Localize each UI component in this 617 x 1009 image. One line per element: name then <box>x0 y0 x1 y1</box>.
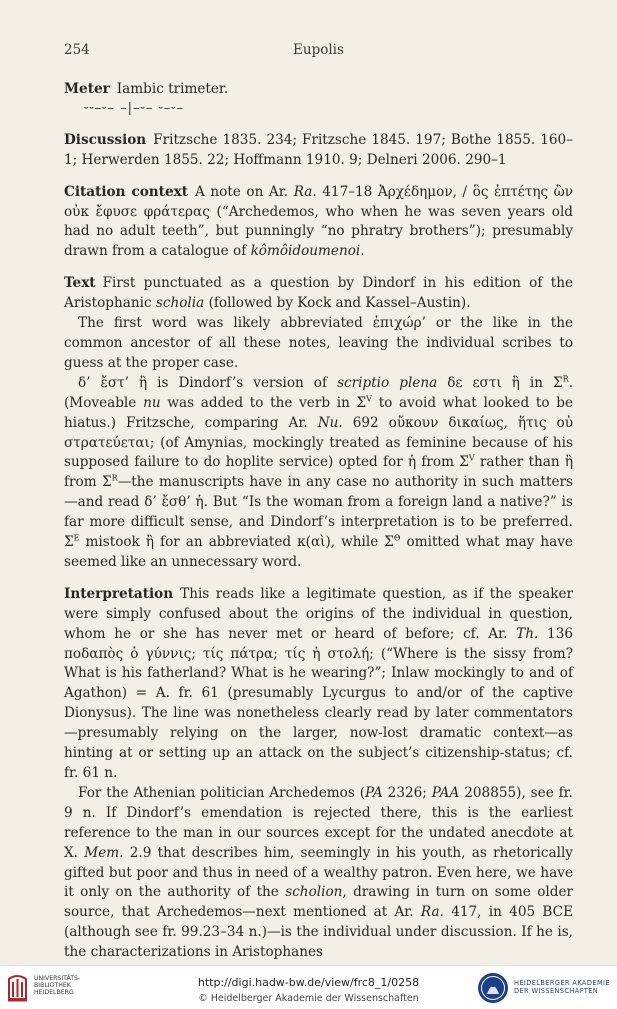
discussion-text: Fritzsche 1835. 234; Fritzsche 1845. 197; Bothe 1855. 160–1; Herwerden 1855. 22; Hoffmann 1910. 9; Delneri 2006. 290–1 <box>64 131 573 168</box>
meter-text: Iambic trimeter. <box>116 81 229 97</box>
citation-heading: Citation context <box>64 183 188 200</box>
viewer-footer <box>0 965 617 1009</box>
interpretation-heading: Interpretation <box>64 585 174 602</box>
ub-line: BIBLIOTHEK <box>34 982 71 990</box>
text-para: omitted what may have seemed like an unnecessary word. <box>64 534 573 570</box>
ub-line: HEIDELBERG <box>34 989 74 997</box>
text-para: δ’ ἔστ’ ἢ is Dindorf’s version of <box>78 374 328 391</box>
text-para: to avoid what looked to be hiatus.) Fritzsche, comparing Ar. <box>64 394 574 431</box>
siglum-sup: R <box>562 374 569 384</box>
work-abbrev: Nu. <box>317 414 343 431</box>
copyright-notice: © Heidelberger Akademie der Wissenschaften <box>198 993 419 1004</box>
text-heading: Text <box>64 275 96 292</box>
interpretation-paragraph-2 <box>64 784 573 963</box>
running-header <box>64 42 573 62</box>
interp-para: This reads like a legitimate question, as if the speaker were simply confused about the origins of the individual in question, whom he or she has never met or heard of before; cf. Ar. <box>64 585 573 642</box>
meter-scheme: ⏑⏑–⏑– –|–⏑– ⏑–⏑– <box>84 100 185 116</box>
siglum-sup: V <box>468 453 475 463</box>
text-para: First punctuated as a question by Dindorf in his edition of the Aristophanic <box>64 275 573 312</box>
academy-line: HEIDELBERGER AKADEMIE <box>514 979 610 987</box>
meter-heading: Meter <box>64 81 110 97</box>
term-italic: scriptio plena <box>337 374 438 391</box>
text-para: mistook ἢ for an abbreviated κ(αὶ), while Σ <box>85 534 394 551</box>
discussion-section <box>64 131 573 171</box>
siglum-sup: E <box>73 533 80 543</box>
academy-seal-icon[interactable] <box>477 972 509 1004</box>
academy-line: DER WISSENSCHAFTEN <box>514 987 599 995</box>
commentary-body <box>64 80 573 963</box>
interpretation-section <box>64 585 573 784</box>
text-para: . (Moveable <box>64 374 574 411</box>
citation-section <box>64 183 573 263</box>
interp-para: 2.9 that describes him, seemingly in his youth, as rhetorically gifted but poor and thus in need of a wealthy patron. Even here, we have it only on the authority of the <box>64 844 573 901</box>
discussion-heading: Discussion <box>64 131 147 148</box>
permalink-url[interactable]: http://digi.hadw-bw.de/view/frc8_1/0258 <box>197 976 420 989</box>
siglum-sup: R <box>111 473 118 483</box>
text-para: δε εστι ἢ in Σ <box>447 374 563 391</box>
work-abbrev: Ra. <box>420 904 444 921</box>
work-abbrev: PA <box>365 784 383 801</box>
text-paragraph-3 <box>64 374 573 573</box>
interp-para: 208855), see fr. 9 n. If Dindorf’s emendation is rejected there, this is the earliest reference to the man in our sources except for the undated anecdote at X. <box>64 784 574 861</box>
siglum-sup: Θ <box>393 533 401 543</box>
term-italic: nu <box>143 394 161 411</box>
text-para: was added to the verb in Σ <box>167 394 367 411</box>
citation-text: . <box>360 243 365 260</box>
meter-section <box>64 80 573 100</box>
academy-name <box>514 979 614 995</box>
interp-para: 2326; <box>387 784 427 801</box>
work-abbrev: Ra. <box>293 183 317 200</box>
interp-para: , drawing in turn on some older source, that Archedemos—next mentioned at Ar. <box>64 884 573 921</box>
work-abbrev: PAA <box>431 784 460 801</box>
text-section <box>64 274 573 314</box>
text-para: (followed by Kock and Kassel–Austin). <box>208 295 471 312</box>
running-title: Eupolis <box>293 42 344 58</box>
ub-line: UNIVERSITÄTS- <box>34 975 81 982</box>
citation-text: 417–18 Ἀρχέδημον, / ὃς ἑπτέτης ὢν οὐκ ἔφυσε φράτερας (“Archedemos, who when he was seven years old had no adult teeth”, but punningly “no phratry brothers”); presumably drawn from a catalogue of <box>64 183 574 260</box>
text-para: 692 οὔκουν δικαίως, ἥτις οὐ στρατεύεται; (of Amynias, mockingly treated as feminine because of his supposed failure to do hoplite service) opted for ἡ from Σ <box>64 414 573 471</box>
page-number: 254 <box>64 42 90 58</box>
text-paragraph-2: The first word was likely abbreviated ἐπιχώρ’ or the like in the common ancestor of all these notes, leaving the individual scribes to guess at the proper case. <box>64 315 573 371</box>
work-abbrev: Th. <box>516 625 539 642</box>
text-para: —the manuscripts have in any case no authority in such matters—and read δ’ ἔσθ’ ἡ. But “Is the woman from a foreign land a native?” is far more difficult sense, and Dindorf’s interpretation is to be preferred. Σ <box>64 474 573 551</box>
citation-text: A note on Ar. <box>195 183 289 200</box>
work-abbrev: Mem. <box>84 844 124 861</box>
interp-para: For the Athenian politician Archedemos ( <box>78 784 366 801</box>
interp-para: 417, in 405 BCE (although see fr. 99.23–34 n.)—is the individual under discussion. If he is, the characterizations in Aristophanes <box>64 904 573 961</box>
term-italic: scholia <box>155 295 205 312</box>
term-italic: kômôidoumenoi <box>250 243 361 260</box>
siglum-sup: V <box>366 394 372 404</box>
interp-para: 136 ποδαπὸς ὁ γύννις; τίς πάτρα; τίς ἡ στολή; (“Where is the sissy from? What is his fatherland? What is he wearing?”; Inlaw mockingly to and of Agathon) = A. fr. 61 (presumably Lycurgus to and/or of the captive Dionysus). The line was nonetheless clearly read by later commentators—presumably relying on the larger, now-lost dramatic context—as hinting at or setting up an attack on the subject’s citizenship-status; cf. fr. 61 n. <box>64 625 573 781</box>
term-italic: scholion <box>285 884 343 901</box>
text-para: rather than ἢ from Σ <box>64 454 573 491</box>
